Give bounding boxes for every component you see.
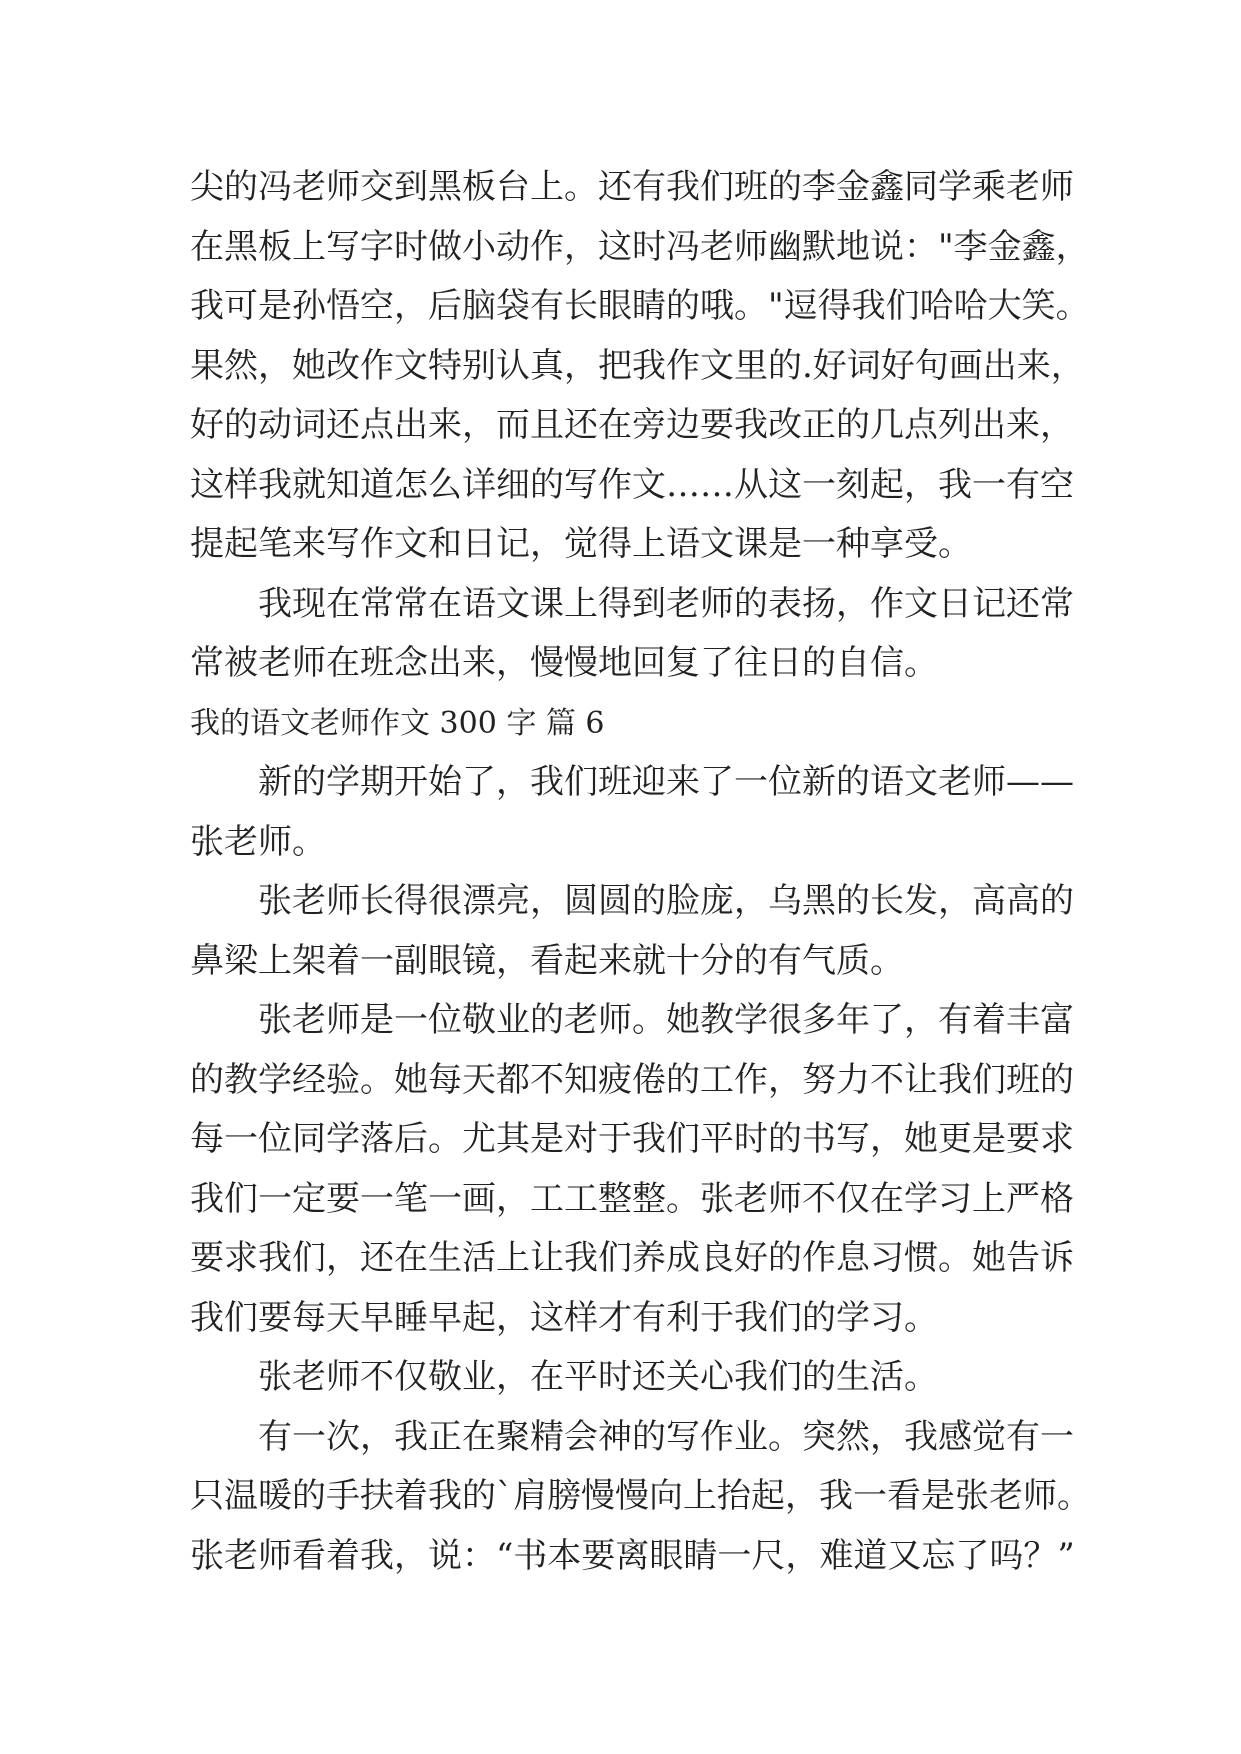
text-line: 张老师。 [190,821,326,862]
text-line: 果然，她改作文特别认真，把我作文里的.好词好句画出来， [190,345,1085,386]
text-line: 我可是孙悟空，后脑袋有长眼睛的哦。"逗得我们哈哈大笑。 [190,286,1090,326]
text-line: 张老师是一位敬业的老师。她教学很多年了，有着丰富 [258,1000,1074,1040]
text-line: 鼻梁上架着一副眼镜，看起来就十分的有气质。 [190,940,904,981]
text-line: 常被老师在班念出来，慢慢地回复了往日的自信。 [190,643,938,683]
text-line: 好的动词还点出来，而且还在旁边要我改正的几点列出来， [190,405,1074,445]
text-line: 张老师长得很漂亮，圆圆的脸庞，乌黑的长发，高高的 [258,881,1074,921]
text-line: 有一次，我正在聚精会神的写作业。突然，我感觉有一 [258,1416,1074,1457]
text-line: 这样我就知道怎么详细的写作文……从这一刻起，我一有空 [190,464,1074,505]
text-line: 在黑板上写字时做小动作，这时冯老师幽默地说："李金鑫， [190,226,1090,267]
text-line: 要求我们，还在生活上让我们养成良好的作息习惯。她告诉 [190,1238,1074,1278]
text-line: 张老师看着我，说：“书本要离眼睛一尺，难道又忘了吗？” [190,1535,1075,1576]
text-line: 只温暖的手扶着我的`肩膀慢慢向上抬起，我一看是张老师。 [190,1476,1091,1516]
text-line: 每一位同学落后。尤其是对于我们平时的书写，她更是要求 [190,1119,1074,1159]
text-line: 的教学经验。她每天都不知疲倦的工作，努力不让我们班的 [190,1059,1074,1100]
text-line: 我现在常常在语文课上得到老师的表扬，作文日记还常 [258,583,1074,624]
text-line: 尖的冯老师交到黑板台上。还有我们班的李金鑫同学乘老师 [190,167,1074,207]
text-line: 张老师不仅敬业，在平时还关心我们的生活。 [258,1357,938,1397]
text-line: 我们要每天早睡早起，这样才有利于我们的学习。 [190,1297,938,1338]
text-line: 我们一定要一笔一画，工工整整。张老师不仅在学习上严格 [190,1178,1074,1219]
text-line: 新的学期开始了，我们班迎来了一位新的语文老师—— [258,762,1074,802]
section-heading: 我的语文老师作文 300 字 篇 6 [190,705,605,741]
text-line: 提起笔来写作文和日记，觉得上语文课是一种享受。 [190,524,972,564]
document-body [190,158,1090,1586]
